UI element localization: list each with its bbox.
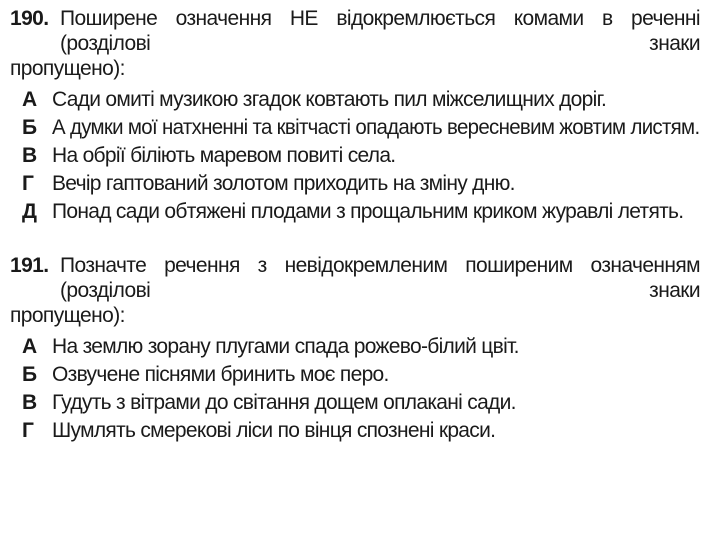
question-text: Позначте речення з невідокремленим поширеним означенням (розділові знаки [60,254,700,302]
option-text: Сади омиті музикою згадок ковтають пил міжселищних доріг. [52,88,607,111]
option-letter: А [22,335,37,358]
option-letter: Д [22,200,37,223]
option-letter: В [22,144,37,167]
answer-option-v [10,142,700,170]
question-text-continued: пропущено): [10,304,125,327]
question-number: 190. [10,7,49,30]
option-text: На обрії біліють маревом повиті села. [52,144,396,167]
answer-option-h [10,170,700,198]
answer-option-b [10,114,700,142]
answer-option-a [10,86,700,114]
question-text-continued: пропущено): [10,57,125,80]
question-stem [10,6,700,56]
option-letter: Б [22,116,37,139]
option-text: Шумлять смерекові ліси по вінця спознені краси. [52,419,496,442]
option-text: Понад сади обтяжені плодами з прощальним криком журавлі летять. [52,200,684,223]
option-letter: В [22,391,37,414]
option-text: Гудуть з вітрами до світання дощем оплакані сади. [52,391,516,414]
question-number: 191. [10,254,49,277]
option-letter: Б [22,363,37,386]
option-text: Вечір гаптований золотом приходить на зміну дню. [52,172,515,195]
question-190 [10,6,700,226]
option-text: Озвучене піснями бринить моє перо. [52,363,389,386]
option-letter: Г [22,172,34,195]
answer-option-v [10,389,700,417]
question-text: Поширене означення НЕ відокремлюється комами в реченні (розділові знаки [60,7,700,55]
answer-option-h [10,417,700,445]
option-letter: Г [22,419,34,442]
answer-option-a [10,333,700,361]
option-text: На землю зорану плугами спада рожево-білий цвіт. [52,335,519,358]
option-text: А думки мої натхненні та квітчасті опадають вересневим жовтим листям. [52,116,700,139]
option-letter: А [22,88,37,111]
answer-option-b [10,361,700,389]
answer-option-d [10,198,700,226]
question-stem [10,253,700,303]
answer-options [10,333,700,445]
answer-options [10,86,700,226]
question-191 [10,253,700,445]
